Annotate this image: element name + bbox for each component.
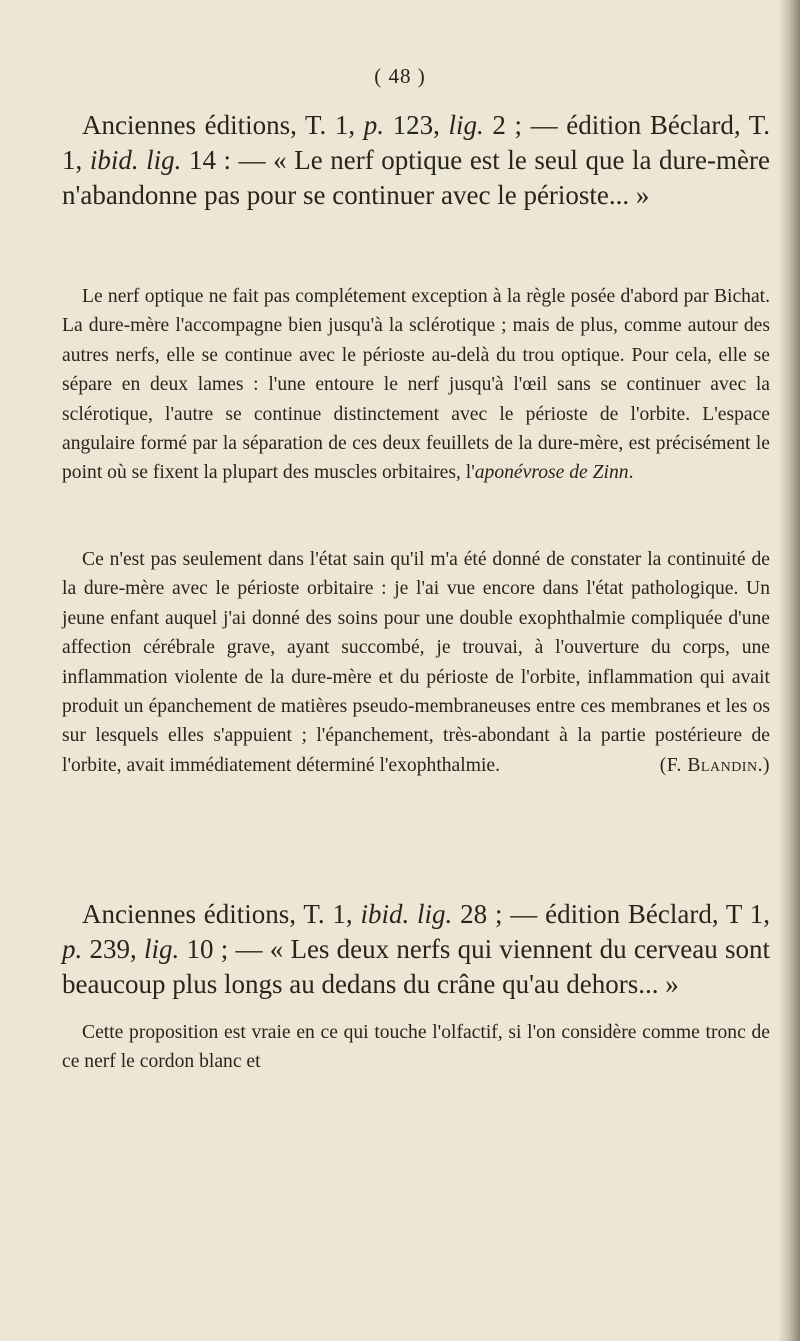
page-spine-shadow	[778, 0, 800, 1341]
page-number: ( 48 )	[374, 64, 426, 88]
commentary-paragraph: Cette proposition est vraie en ce qui touche l'olfactif, si l'on considère comme tronc de ce nerf le cordon blanc et	[62, 1022, 770, 1073]
quote-block: Anciennes éditions, T. 1, ibid. lig. 28 ; — édition Béclard, T 1, p. 239, lig. 10 ; — « Les deux nerfs qui viennent du cerveau sont beaucoup plus longs au dedans du crâne qu'au dehors... »	[62, 899, 770, 999]
term-italic: aponévrose de Zinn	[474, 462, 629, 484]
author-signature: (F. Blandin.)	[659, 754, 770, 776]
commentary-paragraph: Ce n'est pas seulement dans l'état sain qu'il m'a été donné de constater la continuité de la dure-mère avec le périoste orbitaire : je l'ai vue encore dans l'état pathologique. Un jeune enfant auquel j'ai donné des soins pour une double exophthalmie compliquée d'une affection cérébrale grave, ayant succombé, je trouvai, à l'ouverture du corps, une inflammation violente de la dure-mère et du périoste de l'orbite, inflammation qui avait produit un épanchement de matières pseudo-membraneuses entre ces membranes et les os sur lesquels elles s'appuient ; l'épanchement, très-abondant à la partie postérieure de l'orbite, avait immédiatement déterminé l'exophthalmie. (F. Blandin.)	[62, 545, 770, 780]
quote-block: Anciennes éditions, T. 1, p. 123, lig. 2 ; — édition Béclard, T. 1, ibid. lig. 14 : — « Le nerf optique est le seul que la dure-mère n'abandonne pas pour se continuer avec le périoste... »	[62, 110, 770, 210]
commentary-paragraph: Le nerf optique ne fait pas complétement exception à la règle posée d'abord par Bichat. La dure-mère l'accompagne bien jusqu'à la sclérotique ; mais de plus, comme autour des autres nerfs, elle se continue avec le périoste au-delà du trou optique. Pour cela, elle se sépare en deux lames : l'une entoure le nerf jusqu'à l'œil sans se continuer avec la sclérotique, l'autre se continue distinctement avec le périoste de l'orbite. L'espace angulaire formé par la séparation de ces deux feuillets de la dure-mère, est précisément le point où se fixent la plupart des muscles orbitaires, l'aponévrose de Zinn.	[62, 286, 770, 484]
